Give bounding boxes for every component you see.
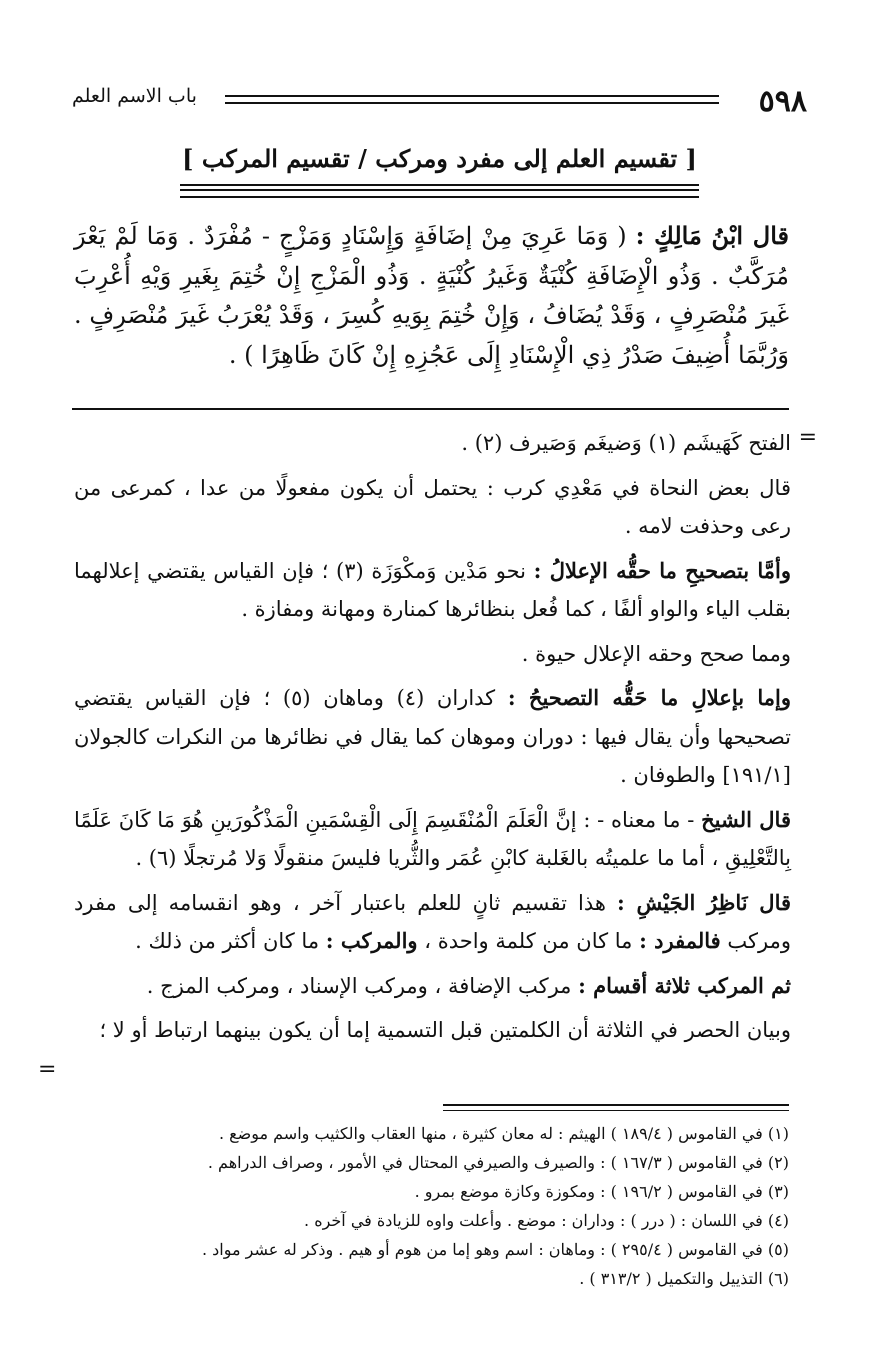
footnote: (٦) التذييل والتكميل ( ٣١٣/٢ ) .	[579, 1269, 789, 1288]
bold-term: والمركب :	[325, 928, 418, 953]
footnote: (١) في القاموس ( ١٨٩/٤ ) الهيثم : له معان كثيرة ، منها العقاب والكثيب واسم موضع .	[218, 1124, 789, 1143]
paragraph-text: هذا تقسيم ثانٍ للعلم باعتبار آخر ، وهو انقسامه إلى مفرد ومركب	[74, 890, 791, 953]
running-title: باب الاسم العلم	[72, 85, 197, 107]
commentary-body	[74, 424, 791, 1056]
footnote: (٣) في القاموس ( ١٩٦/٢ ) : ومكوزة وكازة موضع بمرو .	[414, 1182, 789, 1201]
section-heading: [ تقسيم العلم إلى مفرد ومركب / تقسيم المركب ]	[182, 144, 697, 173]
paragraph: قال بعض النحاة في مَعْدِي كرب : يحتمل أن يكون مفعولًا من عدا ، كمرعى من رعى وحذفت لامه .	[74, 475, 791, 538]
header-rule	[225, 95, 719, 104]
paragraph: ومما صحح وحقه الإعلال حيوة .	[521, 641, 791, 666]
paragraph-text: نحو مَدْين وَمكْوَزَة (٣) ؛ فإن القياس يقتضي إعلالهما بقلب الياء والواو ألفًا ، كما فُعل بنظائرها كمنارة ومهانة ومفازة .	[74, 558, 791, 621]
page-number: ٥٩٨	[758, 84, 807, 119]
continuation-mark: =	[798, 425, 817, 450]
paragraph-text: ما كان من كلمة واحدة ،	[417, 929, 640, 953]
footnote: (٤) في اللسان : ( درر ) : وداران : موضع . وأعلت واوه للزيادة في آخره .	[304, 1211, 789, 1230]
footnotes	[90, 1119, 789, 1293]
quote-speaker: قال ابْنُ مَالِكٍ :	[635, 221, 789, 250]
paragraph	[74, 552, 791, 629]
footnote: (٢) في القاموس ( ١٦٧/٣ ) : والصيرف والصيرفي المحتال في الأمور ، وصراف الدراهم .	[207, 1153, 789, 1172]
footnote: (٥) في القاموس ( ٢٩٥/٤ ) : وماهان : اسم وهو إما من هوم أو هيم . وذكر له عشر مواد .	[201, 1240, 789, 1259]
paragraph	[74, 679, 791, 795]
ibn-malik-quote	[74, 216, 789, 375]
bold-lead: وإما بإعلالِ ما حَقُّه التصحيحُ :	[507, 685, 791, 710]
bold-lead: ثم المركب ثلاثة أقسام :	[578, 972, 791, 998]
paragraph-text: كداران (٤) وماهان (٥) ؛ فإن القياس يقتضي تصحيحها وأن يقال فيها : دوران وموهان كما يقال في نظائرها من النكرات كالجولان [١٩١/١] والطوفان .	[74, 686, 791, 787]
quote-rule	[72, 408, 789, 410]
paragraph: الفتح كَهَيشَم (١) وَضيغَم وَصَيرف (٢) .	[461, 431, 791, 455]
paragraph-text: - ما معناه - : إنَّ الْعَلَمَ الْمُنْقَسِمَ إِلَى الْقِسْمَينِ الْمَذْكُورَينِ هُوَ مَا كَانَ عَلَمًا بِالتَّعْلِيقِ ، أما ما علميتُه بالغَلبة كابْنِ عُمَر والثُّريا فليسَ منقولًا وَلا مُرتجلًا (٦) .	[74, 807, 791, 870]
bold-lead: وأمَّا بتصحيحِ ما حقُّه الإعلالُ :	[533, 557, 791, 583]
bold-term: فالمفرد :	[639, 928, 721, 953]
paragraph-text: مركب الإضافة ، ومركب الإسناد ، ومركب المزج .	[146, 973, 579, 998]
bold-lead: قال نَاظِرُ الجَيْشِ :	[617, 889, 792, 915]
footnote-rule	[443, 1104, 789, 1111]
section-heading-rule	[180, 184, 699, 198]
paragraph	[74, 967, 791, 1006]
paragraph: وبيان الحصر في الثلاثة أن الكلمتين قبل التسمية إما أن يكون بينهما ارتباط أو لا ؛	[99, 1018, 791, 1042]
paragraph	[74, 884, 791, 961]
paragraph	[74, 801, 791, 878]
paragraph-text: ما كان أكثر من ذلك .	[135, 929, 326, 953]
quote-text: ( وَمَا عَرِيَ مِنْ إضَافَةٍ وَإِسْنَادٍ وَمَزْجٍ - مُفْرَدٌ . وَمَا لَمْ يَعْرَ مُرَكَّبٌ . وَذُو الْإِضَافَةِ كُنْيَةٌ وَغَيرُ كُنْيَةٍ . وَذُو الْمَزْجِ إِنْ خُتِمَ بِغَيرِ وَيْهِ أُعْرِبَ غَيرَ مُنْصَرِفٍ ، وَقَدْ يُضَافُ ، وَإِنْ خُتِمَ بِوَيهِ كُسِرَ ، وَقَدْ يُعْرَبُ غَيرَ مُنْصَرِفٍ . وَرُبَّمَا أُضِيفَ صَدْرُ ذِي الْإِسْنَادِ إِلَى عَجُزِهِ إِنْ كَانَ ظَاهِرًا ) .	[74, 222, 789, 369]
continuation-mark: =	[38, 1057, 57, 1082]
bold-lead: قال الشيخ	[701, 806, 791, 832]
